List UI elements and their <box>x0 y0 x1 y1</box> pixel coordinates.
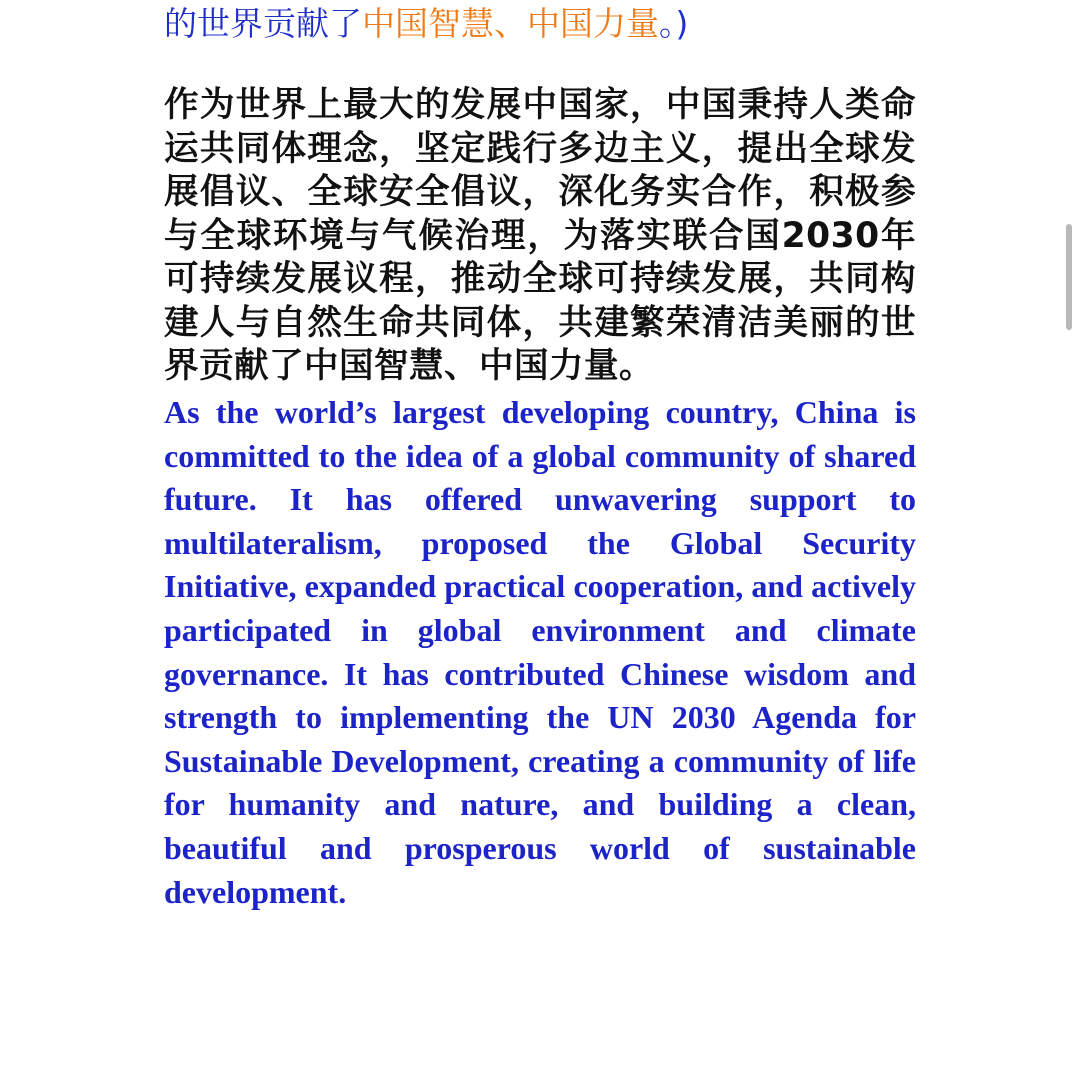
vertical-scrollbar[interactable] <box>1066 224 1072 330</box>
top-prefix-text: 的世界贡献了 <box>164 4 362 43</box>
english-translation-paragraph: As the world’s largest developing country, China is committed to the idea of a global community of shared future. It has offered unwavering support to multilateralism, proposed the Global Security Initiative, expanded practical cooperation, and actively participated in global environment and climate governance. It has contributed Chinese wisdom and strength to implementing the UN 2030 Agenda for Sustainable Development, creating a community of life for humanity and nature, and building a clean, beautiful and prosperous world of sustainable development. <box>164 394 916 910</box>
top-suffix-text: 。) <box>659 4 689 43</box>
previous-paragraph-ending <box>164 0 924 48</box>
top-highlight-text: 中国智慧、中国力量 <box>362 4 659 43</box>
chinese-paragraph: 作为世界上最大的发展中国家，中国秉持人类命运共同体理念，坚定践行多边主义，提出全球发展倡议、全球安全倡议，深化务实合作，积极参与全球环境与气候治理，为落实联合国2030年可持续发展议程，推动全球可持续发展，共同构建人与自然生命共同体，共建繁荣清洁美丽的世界贡献了中国智慧、中国力量。 <box>164 85 916 386</box>
